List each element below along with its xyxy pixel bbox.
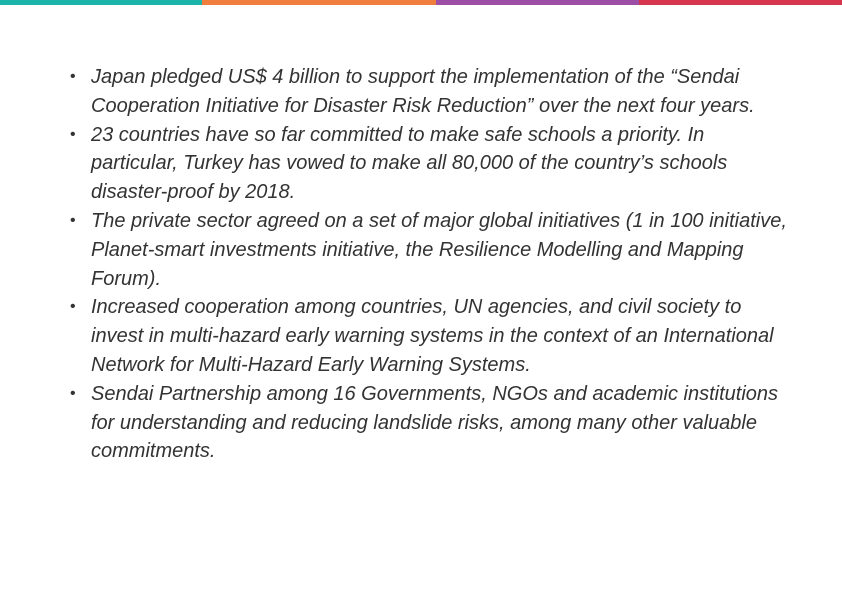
bullet-text: 23 countries have so far committed to make safe schools a priority. In particular, Turkey has vowed to make all 80,000 of the country’s schools disaster-proof by 2018. — [91, 123, 728, 204]
bullet-dot-icon: • — [70, 68, 76, 85]
bullet-text: Japan pledged US$ 4 billion to support the implementation of the “Sendai Cooperation Initiative for Disaster Risk Reduction” over the next four years. — [91, 66, 755, 117]
top-accent-bar — [0, 0, 842, 5]
bullet-item — [70, 380, 790, 466]
bullet-item — [70, 63, 790, 121]
accent-segment-teal — [0, 0, 202, 5]
accent-segment-orange — [202, 0, 436, 5]
bullet-dot-icon: • — [70, 384, 76, 402]
bullet-text: The private sector agreed on a set of major global initiatives (1 in 100 initiative, Planet-smart investments initiative, the Resilience Modelling and Mapping Forum). — [91, 209, 787, 290]
bullet-dot-icon: • — [70, 211, 76, 229]
bullet-dot-icon: • — [70, 125, 76, 143]
accent-segment-purple — [436, 0, 639, 5]
bullet-text: Sendai Partnership among 16 Governments, NGOs and academic institutions for understanding and reducing landslide risks, among many other valuable commitments. — [91, 382, 779, 463]
bullet-text: Increased cooperation among countries, UN agencies, and civil society to invest in multi-hazard early warning systems in the context of an International Network for Multi-Hazard Early Warning Systems. — [91, 296, 774, 376]
bullet-item — [70, 121, 790, 207]
bullet-item — [70, 207, 790, 293]
bullet-item — [70, 293, 790, 379]
accent-segment-red — [639, 0, 842, 5]
bullet-list — [70, 63, 790, 466]
bullet-dot-icon: • — [70, 298, 76, 316]
